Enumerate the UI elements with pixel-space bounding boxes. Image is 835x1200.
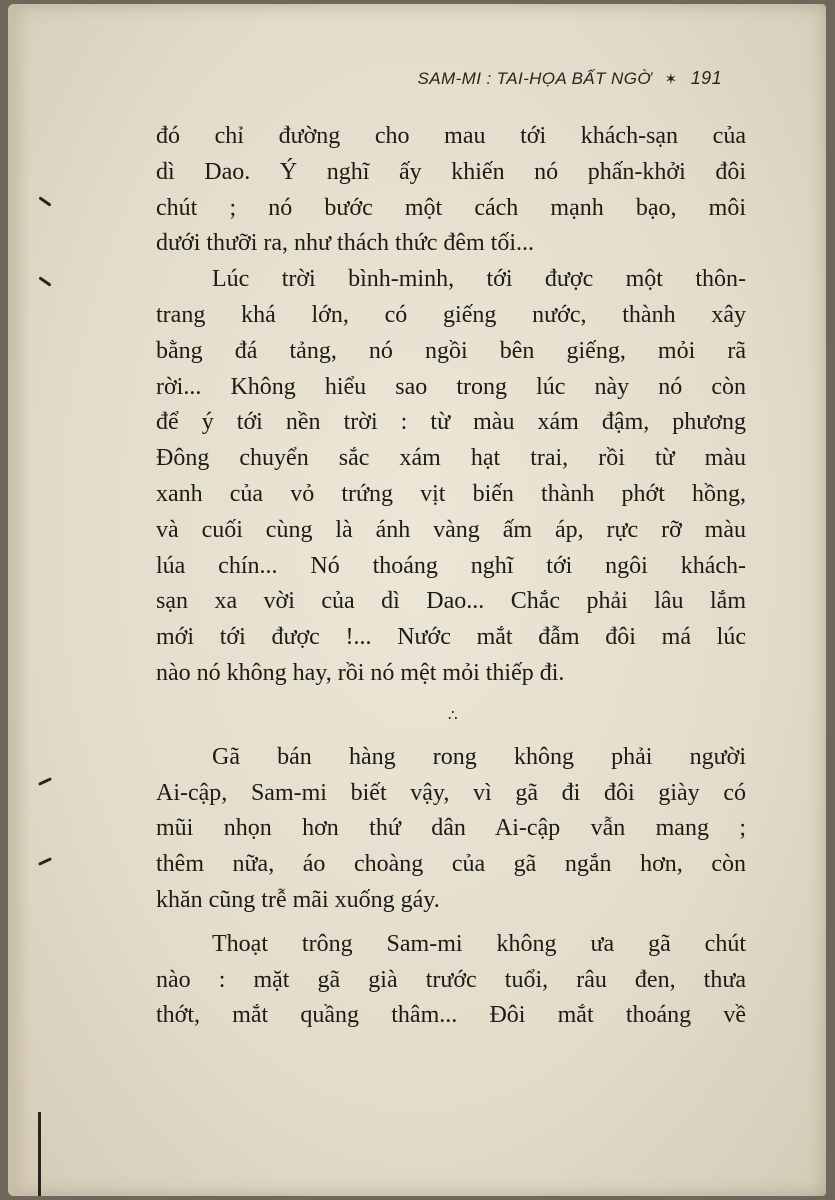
star-separator-icon: ✶	[664, 71, 678, 88]
paragraph	[156, 927, 746, 1034]
text-line: lúa chín... Nó thoáng nghĩ tới ngôi khách-	[156, 552, 746, 579]
text-line: dưới thưỡi ra, như thách thức đêm tối...	[156, 230, 535, 257]
binding-stitch-mark	[38, 777, 52, 786]
text-line: đó chỉ đường cho mau tới khách-sạn của	[156, 123, 746, 149]
text-line: trang khá lớn, có giếng nước, thành xây	[156, 301, 746, 328]
text-line: bằng đá tảng, nó ngồi bên giếng, mỏi rã	[156, 337, 746, 364]
book-page	[8, 4, 826, 1196]
text-line: thớt, mắt quầng thâm... Đôi mắt thoáng về	[156, 1002, 746, 1029]
text-line: nào : mặt gã già trước tuổi, râu đen, thưa	[156, 966, 746, 993]
text-line: sạn xa vời của dì Dao... Chắc phải lâu lắm	[156, 588, 746, 615]
text-line: Lúc trời bình-minh, tới được một thôn-	[212, 266, 746, 293]
running-header	[418, 68, 722, 89]
text-line: chút ; nó bước một cách mạnh bạo, môi	[156, 194, 746, 221]
binding-stitch-mark	[38, 857, 52, 866]
paragraph	[156, 119, 746, 262]
page-number: 191	[690, 68, 722, 88]
text-line: mũi nhọn hơn thứ dân Ai-cập vẫn mang ;	[156, 815, 746, 842]
text-line: để ý tới nền trời : từ màu xám đậm, phương	[156, 409, 746, 436]
text-line: khăn cũng trễ mãi xuống gáy.	[156, 886, 440, 913]
page-edge-mark	[38, 1112, 41, 1196]
text-line: và cuối cùng là ánh vàng ấm áp, rực rỡ màu	[156, 516, 746, 543]
binding-stitch-mark	[38, 196, 51, 206]
section-break-icon: ∴	[448, 707, 458, 724]
text-line: Thoạt trông Sam-mi không ưa gã chút	[212, 930, 746, 957]
text-line: mới tới được !... Nước mắt đẫm đôi má lúc	[156, 624, 746, 651]
paragraph	[156, 262, 746, 692]
text-line: xanh của vỏ trứng vịt biến thành phớt hồng,	[156, 480, 746, 507]
text-line: dì Dao. Ý nghĩ ấy khiến nó phấn-khởi đôi	[156, 158, 746, 185]
body-text	[156, 119, 746, 1034]
text-line: thêm nữa, áo choàng của gã ngắn hơn, còn	[156, 851, 746, 878]
text-line: rời... Không hiểu sao trong lúc này nó còn	[156, 373, 746, 400]
running-title: SAM-MI : TAI-HỌA BẤT NGỜ	[417, 69, 652, 88]
text-line: Đông chuyển sắc xám hạt trai, rồi từ màu	[156, 445, 746, 472]
text-line: Gã bán hàng rong không phải người	[212, 743, 746, 770]
binding-stitch-mark	[38, 276, 51, 286]
text-line: nào nó không hay, rồi nó mệt mỏi thiếp đi.	[156, 659, 565, 686]
paragraph	[156, 740, 746, 919]
text-line: Ai-cập, Sam-mi biết vậy, vì gã đi đôi giày có	[156, 779, 746, 806]
